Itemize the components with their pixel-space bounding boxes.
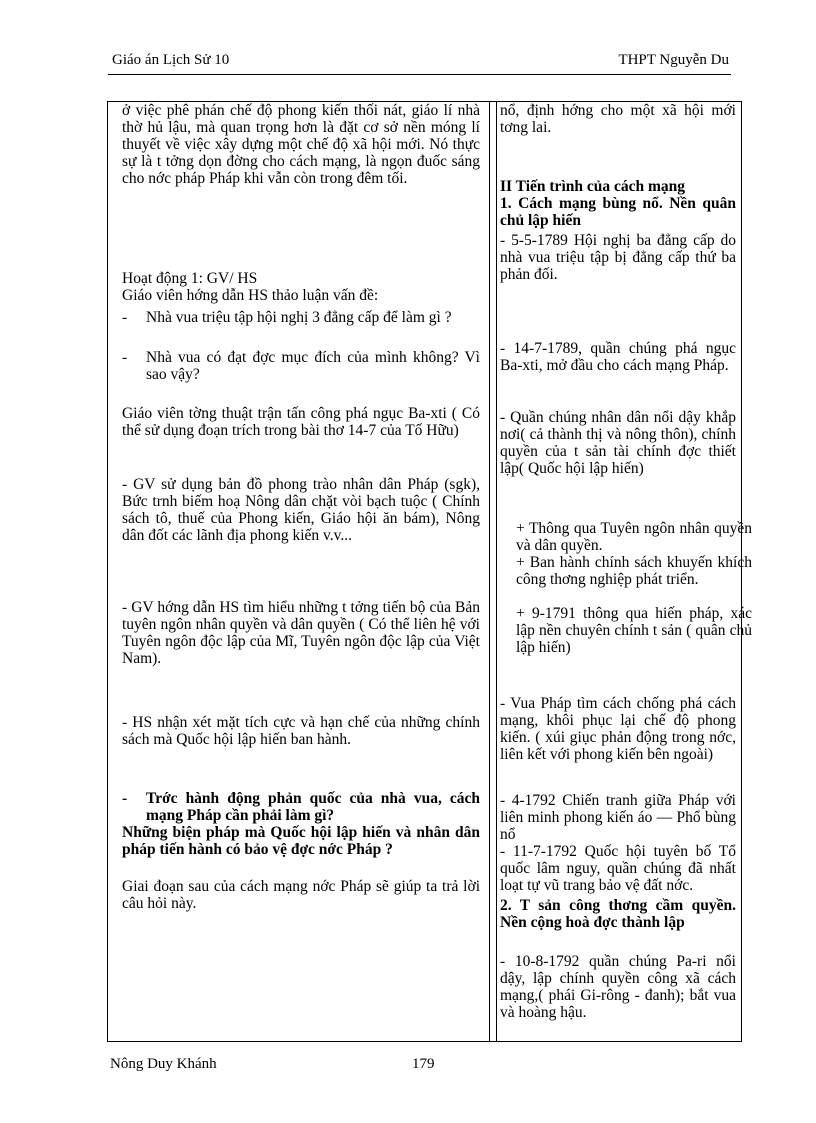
- content-table: [107, 101, 752, 1042]
- question-text: Nhà vua triệu tập hội nghị 3 đẳng cấp để làm gì ?: [146, 309, 452, 326]
- policy-item: + Thông qua Tuyên ngôn nhân quyền và dân quyền.: [516, 520, 752, 554]
- timeline-entry: - 11-7-1792 Quốc hội tuyên bố Tổ quốc lâm nguy, quần chúng đã nhất loạt tự vũ trang bảo vệ đất nớc.: [500, 843, 736, 894]
- bullet-dash: -: [122, 790, 128, 807]
- timeline-entry: - 10-8-1792 quần chúng Pa-ri nổi dậy, lập chính quyền công xã cách mạng,( phái Gi-rông - đanh); bắt vua và hoàng hậu.: [500, 953, 736, 1021]
- declaration-activity: - GV hớng dẫn HS tìm hiểu những t tởng tiến bộ của Bản tuyên ngôn nhân quyền và dân quyền ( Có thể liên hệ với Tuyên ngôn độc lập của Mĩ, Tuyên ngôn độc lập của Việt Nam).: [122, 599, 480, 667]
- bold-question: [122, 790, 480, 824]
- question-text: Nhà vua có đạt đợc mục đích của mình không? Vì sao vậy?: [146, 349, 480, 383]
- header-title: Giáo án Lịch Sử 10: [112, 52, 230, 68]
- question-text: Trớc hành động phản quốc của nhà vua, cách mạng Pháp cần phải làm gì?: [146, 790, 480, 824]
- timeline-entry: - 4-1792 Chiến tranh giữa Pháp với liên minh phong kiến áo — Phổ bùng nổ: [500, 792, 736, 843]
- bullet-dash: -: [122, 309, 128, 326]
- footer-author: Nông Duy Khánh: [110, 1056, 217, 1072]
- bold-question: Những biện pháp mà Quốc hội lập hiến và nhân dân pháp tiến hành có bảo vệ đợc nớc Pháp ?: [122, 824, 480, 858]
- subsection-heading: 1. Cách mạng bùng nổ. Nền quân chủ lập hiến: [500, 195, 736, 229]
- question-item: [122, 309, 480, 326]
- page-header: [108, 52, 731, 75]
- subsection-heading: 2. T sản công thơng cầm quyền. Nền cộng hoà đợc thành lập: [500, 897, 736, 931]
- activity-heading: Hoạt động 1: GV/ HS: [122, 270, 258, 287]
- timeline-entry: - 14-7-1789, quần chúng phá ngục Ba-xti, mở đầu cho cách mạng Pháp.: [500, 340, 736, 374]
- continuation-text: nổ, định hớng cho một xã hội mới tơng lai.: [500, 102, 736, 136]
- evaluation-activity: - HS nhận xét mặt tích cực và hạn chế của những chính sách mà Quốc hội lập hiến ban hành.: [122, 714, 480, 748]
- timeline-entry: - 5-5-1789 Hội nghị ba đẳng cấp do nhà vua triệu tập bị đẳng cấp thứ ba phản đối.: [500, 232, 736, 283]
- timeline-entry: - Quần chúng nhân dân nổi dậy khắp nơi( cả thành thị và nông thôn), chính quyền của t sản tài chính đợc thiết lập( Quốc hội lập hiến): [500, 409, 736, 477]
- intro-paragraph: ở việc phê phán chế độ phong kiến thối nát, giáo lí nhà thờ hủ lậu, mà quan trọng hơn là đặt cơ sở nền móng lí thuyết về việc xây dựng một chế độ xã hội mới. Nó thực sự là t tởng dọn đờng cho cách mạng, là ngọn đuốc sáng cho nớc pháp Pháp khi vẫn còn trong đêm tối.: [122, 102, 480, 187]
- policy-item: + Ban hành chính sách khuyến khích công thơng nghiệp phát triển.: [516, 554, 752, 588]
- section-heading: II Tiến trình của cách mạng: [500, 178, 686, 195]
- closing-text: Giai đoạn sau của cách mạng nớc Pháp sẽ giúp ta trả lời câu hỏi này.: [122, 878, 480, 912]
- page-number: 179: [412, 1056, 435, 1072]
- column-divider: [489, 102, 497, 1041]
- header-school: THPT Nguyễn Du: [618, 52, 729, 68]
- teacher-narration: Giáo viên tờng thuật trận tấn công phá ngục Ba-xti ( Có thể sử dụng đoạn trích trong bài thơ 14-7 của Tố Hữu): [122, 405, 480, 439]
- timeline-entry: - Vua Pháp tìm cách chống phá cách mạng, khôi phục lại chế độ phong kiến. ( xúi giục phản động trong nớc, liên kết với phong kiến bên ngoài): [500, 695, 736, 763]
- bullet-dash: -: [122, 349, 128, 366]
- question-item: [122, 349, 480, 383]
- guide-text: Giáo viên hớng dẫn HS thảo luận vấn đề:: [122, 287, 379, 304]
- policy-item: + 9-1791 thông qua hiến pháp, xác lập nền chuyên chính t sản ( quân chủ lập hiến): [516, 605, 752, 656]
- map-activity: - GV sử dụng bản đồ phong trào nhân dân Pháp (sgk), Bức trnh biếm hoạ Nông dân chặt vòi bạch tuộc ( Chính sách tô, thuế của Phong kiến, Giáo hội ăn bám), Nông dân đốt các lãnh địa phong kiến v.v...: [122, 476, 480, 544]
